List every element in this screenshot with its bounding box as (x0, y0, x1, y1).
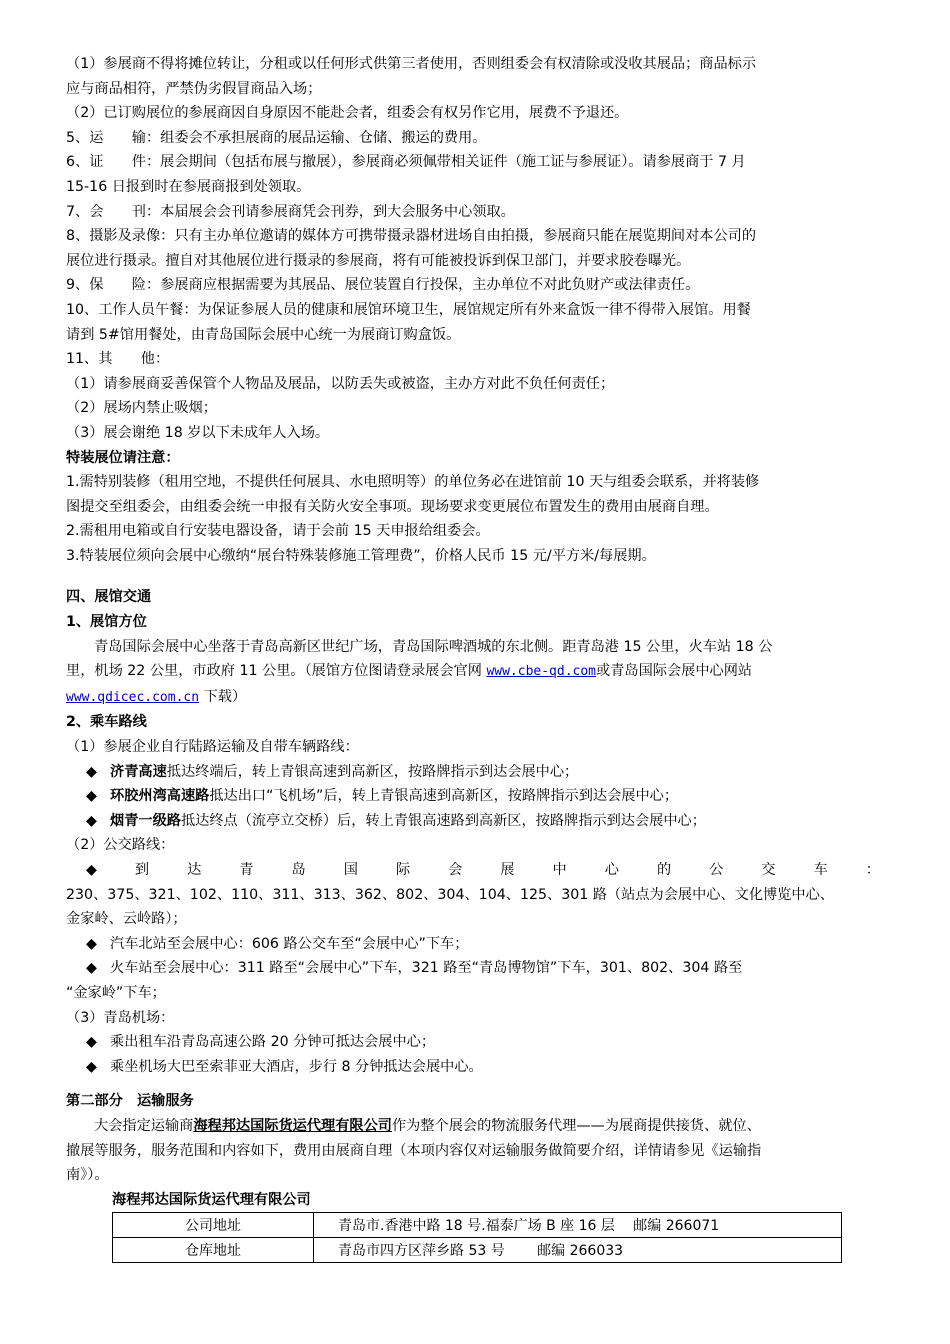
rule-other-3: （3）展会谢绝 18 岁以下未成年人入场。 (66, 424, 330, 441)
bus-desc: 汽车北站至会展中心：606 路公交车至“会展中心”下车； (110, 935, 469, 952)
bus-desc: 火车站至会展中心：311 路至“会展中心”下车，321 路至“青岛博物馆”下车，301、802、304 路至 (110, 960, 743, 977)
rule-2: （2）已订购展位的参展商因自身原因不能赴会者，组委会有权另作它用，展费不予退还。 (66, 105, 629, 122)
diamond-bullet-icon: ◆ (86, 812, 97, 829)
bus-intro-char: 青 (239, 862, 254, 878)
special-1-line-2: 图提交至组委会，由组委会统一申报有关防火安全事项。现场要求变更展位布置发生的费用由展商自理。 (66, 498, 719, 515)
intro-text-2: 作为整个展会的物流服务代理——为展商提供接货、就位、 (391, 1117, 761, 1134)
route-desc: 抵达终点（流亭立交桥）后，转上青银高速路到高新区，按路牌指示到达会展中心； (180, 812, 706, 829)
rule-other: 11、其 他： (66, 351, 170, 368)
bus-intro-char: 公 (709, 862, 724, 878)
rule-photo-line-1: 8、摄影及录像：只有主办单位邀请的媒体方可携带摄录器材进场自由拍摄，参展商只能在展览期间对本公司的 (66, 228, 757, 245)
bus-intro-char: 达 (187, 862, 202, 878)
download-text: 下载） (199, 688, 247, 705)
rule-1-line-1: （1）参展商不得将摊位转让，分租或以任何形式供第三者使用，否则组委会有权清除或没收其展品；商品标示 (66, 56, 757, 72)
airport-desc: 乘出租车沿青岛高速公路 20 分钟可抵达会展中心； (110, 1034, 436, 1051)
bus-intro-char: 交 (761, 862, 776, 878)
route-item (66, 784, 886, 809)
rule-lunch-line-2: 请到 5#馆用餐处，由青岛国际会展中心统一为展商订购盒饭。 (66, 326, 461, 343)
rule-other-1: （1）请参展商妥善保管个人物品及展品，以防丢失或被盗，主办方对此不负任何责任； (66, 375, 615, 392)
diamond-bullet-icon: ◆ (86, 935, 97, 952)
airport-desc: 乘坐机场大巴至索菲亚大酒店，步行 8 分钟抵达会展中心。 (110, 1058, 483, 1075)
route-desc: 抵达终端后，转上青银高速到高新区，按路牌指示到达会展中心； (166, 763, 579, 780)
venue-location-text: 里，机场 22 公里，市政府 11 公里。（展馆方位图请登录展会官网 (66, 663, 487, 680)
airport-item (66, 1055, 886, 1080)
table-row (113, 1213, 842, 1238)
bus-route-list-line-1: 230、375、321、102、110、311、313、362、802、304、104、125、301 路（站点为会展中心、文化博览中心、 (66, 886, 834, 903)
route-desc: 抵达出口“飞机场”后，转上青银高速到高新区，按路牌指示到达会展中心； (209, 788, 679, 805)
bus-intro-char: 到 (134, 862, 150, 878)
diamond-bullet-icon: ◆ (86, 763, 97, 780)
company-info-table (112, 1212, 842, 1263)
venue-location-text-2: 或青岛国际会展中心网站 (596, 663, 753, 680)
bus-intro-char: ： (865, 862, 880, 878)
venue-location-heading: 1、展馆方位 (66, 614, 147, 631)
route-name: 济青高速 (110, 763, 167, 780)
company-name: 海程邦达国际货运代理有限公司 (193, 1117, 392, 1134)
bus-intro-char: 的 (656, 862, 672, 878)
bus-intro-char: 展 (500, 862, 515, 878)
diamond-bullet-icon: ◆ (86, 862, 97, 878)
bus-routes-intro (66, 858, 886, 883)
route-item (66, 809, 886, 834)
bus-routes-heading: （2）公交路线： (66, 837, 175, 854)
bus-intro-char: 会 (448, 862, 463, 878)
route-name: 烟青一级路 (110, 812, 181, 829)
table-row (113, 1238, 842, 1263)
bus-intro-char: 心 (604, 862, 619, 878)
airport-item (66, 1030, 886, 1055)
bus-item (66, 956, 886, 981)
document-page (66, 52, 886, 1260)
table-cell-key: 公司地址 (113, 1213, 314, 1238)
bus-item (66, 932, 886, 957)
route-name: 环胶州湾高速路 (110, 788, 210, 805)
bus-intro-char: 国 (343, 862, 358, 878)
rule-1-line-2: 应与商品相符，严禁伪劣假冒商品入场； (66, 80, 322, 97)
table-cell-value: 青岛市四方区萍乡路 53 号 邮编 266033 (314, 1238, 842, 1263)
transport-intro-line-2: 撤展等服务，服务范围和内容如下，费用由展商自理（本项内容仅对运输服务做简要介绍，详情请参见《运输指 (66, 1142, 762, 1159)
diamond-bullet-icon: ◆ (86, 1058, 97, 1075)
transport-intro-line-3: 南》）。 (66, 1167, 109, 1184)
rule-certificate-line-1: 6、证 件：展会期间（包括布展与撤展），参展商必须佩带相关证件（施工证与参展证）。请参展商于 7 月 (66, 154, 746, 171)
bus-route-list-line-2: 金家岭、云岭路）； (66, 911, 187, 928)
route-item (66, 760, 886, 785)
bus-intro-char: 车 (813, 862, 828, 878)
special-3: 3.特装展位须向会展中心缴纳“展台特殊装修施工管理费”，价格人民币 15 元/平方米/每展期。 (66, 547, 656, 564)
convention-center-link[interactable]: www.qdicec.com.cn (66, 689, 200, 705)
rule-transport: 5、运 输：组委会不承担展商的展品运输、仓储、搬运的费用。 (66, 129, 487, 146)
table-cell-value: 青岛市.香港中路 18 号.福泰广场 B 座 16 层 邮编 266071 (314, 1213, 842, 1238)
special-2: 2.需租用电箱或自行安装电器设备，请于会前 15 天申报给组委会。 (66, 523, 490, 540)
expo-website-link[interactable]: www.cbe-qd.com (486, 664, 597, 680)
special-booth-heading: 特装展位请注意： (66, 449, 180, 466)
section-4-heading: 四、展馆交通 (66, 589, 152, 606)
routes-heading: 2、乘车路线 (66, 714, 147, 731)
airport-heading: （3）青岛机场： (66, 1009, 175, 1026)
rule-other-2: （2）展场内禁止吸烟； (66, 400, 217, 417)
rule-catalogue: 7、会 刊：本届展会会刊请参展商凭会刊券，到大会服务中心领取。 (66, 203, 515, 220)
diamond-bullet-icon: ◆ (86, 788, 97, 805)
bus-intro-char: 际 (395, 862, 411, 878)
bus-intro-char: 岛 (291, 862, 306, 878)
venue-location-line-3 (66, 685, 886, 711)
road-routes-heading: （1）参展企业自行陆路运输及自带车辆路线： (66, 739, 359, 756)
venue-location-line-1: 青岛国际会展中心坐落于青岛高新区世纪广场，青岛国际啤酒城的东北侧。距青岛港 15 公里，火车站 18 公 (94, 638, 773, 655)
bus-intro-char: 中 (552, 862, 567, 878)
table-cell-key: 仓库地址 (113, 1238, 314, 1263)
diamond-bullet-icon: ◆ (86, 1034, 97, 1051)
bus-item-continued: “金家岭”下车； (66, 984, 166, 1001)
venue-location-line-2 (66, 659, 886, 685)
diamond-bullet-icon: ◆ (86, 960, 97, 977)
rule-certificate-line-2: 15-16 日报到时在参展商报到处领取。 (66, 178, 311, 195)
rule-photo-line-2: 展位进行摄录。擅自对其他展位进行摄录的参展商，将有可能被投诉到保卫部门，并要求胶卷曝光。 (66, 252, 691, 269)
intro-text: 大会指定运输商 (94, 1117, 194, 1134)
part-2-heading: 第二部分 运输服务 (66, 1093, 194, 1110)
transport-intro-line-1 (66, 1114, 886, 1139)
rule-insurance: 9、保 险：参展商应根据需要为其展品、展位装置自行投保，主办单位不对此负财产或法律责任。 (66, 277, 700, 294)
special-1-line-1: 1.需特别装修（租用空地，不提供任何展具、水电照明等）的单位务必在进馆前 10 天与组委会联系，并将装修 (66, 474, 760, 491)
company-table-title: 海程邦达国际货运代理有限公司 (112, 1191, 311, 1208)
rule-lunch-line-1: 10、工作人员午餐：为保证参展人员的健康和展馆环境卫生，展馆规定所有外来盒饭一律不得带入展馆。用餐 (66, 301, 751, 318)
